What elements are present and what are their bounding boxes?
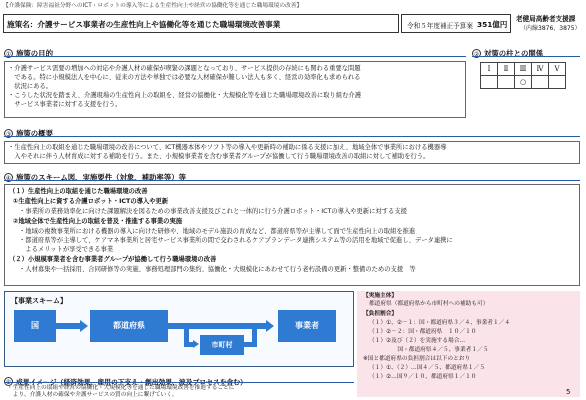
scheme-box	[4, 184, 580, 286]
scheme-item: （１）生産性向上の取組を通じた職場環境の改善	[9, 188, 148, 195]
purpose-line: 状況にある。	[8, 83, 53, 90]
purpose-heading	[4, 43, 53, 62]
scheme-item: ・人材募集や一括採用、合同研修等の実施、事務処理部門の集約、協働化・大規模化にあわせて行う老朽設備の更新・整備のための支援 等	[19, 266, 416, 273]
flow-branch-shaft	[252, 329, 257, 347]
flow-arrow-icon	[193, 340, 199, 348]
overview-line: 入やそれに伴う人材育成に対する補助を行う。また、小規模事業者を含む事業者グループが協働して行う職場環境改善の取組に対して補助を行う。	[8, 153, 430, 160]
ratio-line: （１）②及び（２）を実施する場合…	[369, 338, 466, 344]
scheme-item: （２）小規模事業者を含む事業者グループが協働して行う職場環境の改善	[9, 256, 217, 263]
ratio-line: （１）②…国９／１０、都道府県１／１０	[369, 374, 477, 380]
flow-node-national: 国	[14, 310, 56, 342]
purpose-number: ①	[5, 51, 12, 58]
effect-line: より、介護人材の確保や介護サービスの質の向上に繋げていく。	[7, 392, 178, 398]
budget-label: 令和５年度補正予算案	[407, 22, 473, 30]
scheme-item: ・事業所の業務効率化に向けた課題解決を図るための事業改善支援及びこれと一体的に行う介護ロボット・ICTの導入や更新に対する支援	[19, 208, 407, 215]
purpose-underline	[4, 56, 466, 57]
pillars-underline	[472, 56, 580, 57]
flow-title: 【事業スキーム】	[11, 297, 67, 305]
scheme-underline	[4, 180, 580, 181]
scheme-item: ②地域全体で生産性向上の取組を普及・推進する事業の実施	[13, 218, 183, 225]
pillar-mark	[481, 76, 498, 89]
scheme-title: 施策のスキーム図、実施要件（対象、補助率等）等	[16, 173, 186, 182]
flow-node-municipality: 市町村	[200, 335, 244, 355]
impl-title: 【実施主体】	[363, 293, 398, 299]
budget-box	[401, 14, 511, 33]
pillar-header: Ⅰ	[481, 63, 498, 76]
overview-box	[4, 141, 580, 164]
effect-underline	[4, 382, 354, 383]
program-title: 【介護保険：障害福祉分野へのICT・ロボットの導入等による生産性向上や経営の協働化等を通じた職場環境の改善】	[3, 3, 303, 9]
flow-node-prefecture: 都道府県	[90, 310, 168, 342]
pillar-header: Ⅴ	[549, 63, 566, 76]
effect-number: ⑤	[5, 379, 12, 386]
purpose-box	[4, 61, 466, 118]
scheme-item: ①生産性向上に資する介護ロボット・ICTの導入や更新	[13, 198, 169, 205]
pillars-number: ②	[473, 51, 480, 58]
scheme-item: よるメリットが享受できる事業	[19, 246, 114, 253]
flow-node-provider: 事業者	[278, 310, 336, 342]
project-label-box	[3, 14, 399, 33]
overview-heading	[4, 123, 53, 142]
overview-number: ③	[5, 131, 12, 138]
ratio-line: ※国と都道府県の負担割合は以下のとおり	[363, 356, 471, 362]
effect-line: ・生産性向上の取組や経営の協働化・大規模化等を通じた職場環境改善を推進することに	[7, 385, 235, 391]
page-number: 5	[566, 388, 571, 396]
ratio-line: 国・都道府県４／５、事業者１／５	[369, 347, 489, 353]
effect-title: 成果イメージ（経済効果、雇用の下支え・創出効果、波及プロセスを含む）	[16, 378, 247, 387]
project-label: 施策名：介護サービス事業者の生産性向上や協働化等を通じた職場環境改善事業	[7, 20, 281, 29]
purpose-line: サービス事業者に対する支援を行う。	[8, 101, 122, 108]
pillar-header: Ⅱ	[498, 63, 515, 76]
overview-title: 施策の概要	[16, 129, 53, 138]
pillars-heading	[472, 43, 543, 62]
pillar-header: Ⅳ	[532, 63, 549, 76]
purpose-line: ・こうした状況を踏まえ、介護現場の生産性向上の取組を、経営の協働化・大規模化等を通じた職場環境改善に取り組む介護	[8, 92, 362, 99]
flow-arrow-shaft	[56, 323, 82, 329]
purpose-title: 施策の目的	[16, 49, 53, 58]
dept-ext: （内線3876、3875）	[520, 25, 581, 32]
dept-name: 老健局高齢者支援課	[516, 15, 576, 23]
purpose-line: ・介護サービス需要の増加への対応や介護人材の確保が喫緊の課題となっており、サービス提供の存続にも関わる重要な問題	[8, 65, 361, 72]
pillar-mark	[532, 76, 549, 89]
ratio-title: 【負担割合】	[363, 311, 398, 317]
budget-value: 351億円	[477, 20, 508, 29]
side-panel	[357, 291, 580, 397]
overview-underline	[4, 136, 580, 137]
flow-arrow-icon	[266, 320, 274, 332]
pillar-mark	[549, 76, 566, 89]
scheme-number: ④	[5, 175, 12, 182]
pillars-table	[480, 62, 566, 89]
scheme-item: ・地域の複数事業所における機器の導入に向けた研修や、地域のモデル施設の育成など、都道府県等が主導して面で生産性向上の取組を推進	[19, 228, 416, 235]
pillar-mark: ○	[515, 76, 532, 89]
overview-line: ・生産性向上の取組を通じた職場環境の改善について、ICT機器本体やソフト等の導入や更新時の補助に係る支援に加え、地域全体で事業所における機器導	[8, 144, 447, 151]
ratio-line: （１）①、②－１：国・都道府県３／４、事業者１／４	[369, 320, 511, 326]
pillar-header: Ⅲ	[515, 63, 532, 76]
impl-body: 都道府県（都道府県から市町村への補助も可）	[369, 301, 489, 307]
ratio-line: （１）①、（２）…国４／５、都道府県１／５	[369, 365, 485, 371]
ratio-line: （１）②－２：国・都道府県 １０／１０	[369, 329, 477, 335]
purpose-line: である。特に小規模法人を中心に、従来の方法や単独では必要な人材確保が難しい法人も多く、経営の効率化も求められる	[8, 74, 361, 81]
scheme-item: ・都道府県等が主導して、ケアマネ事業所と居宅サービス事業所の間で交わされるケアプランデータ連携システム等の活用を地域で促進し、データ連携に	[19, 237, 453, 244]
pillars-title: 対策の柱との関係	[484, 49, 544, 58]
pillar-mark	[498, 76, 515, 89]
flow-arrow-icon	[80, 320, 88, 332]
